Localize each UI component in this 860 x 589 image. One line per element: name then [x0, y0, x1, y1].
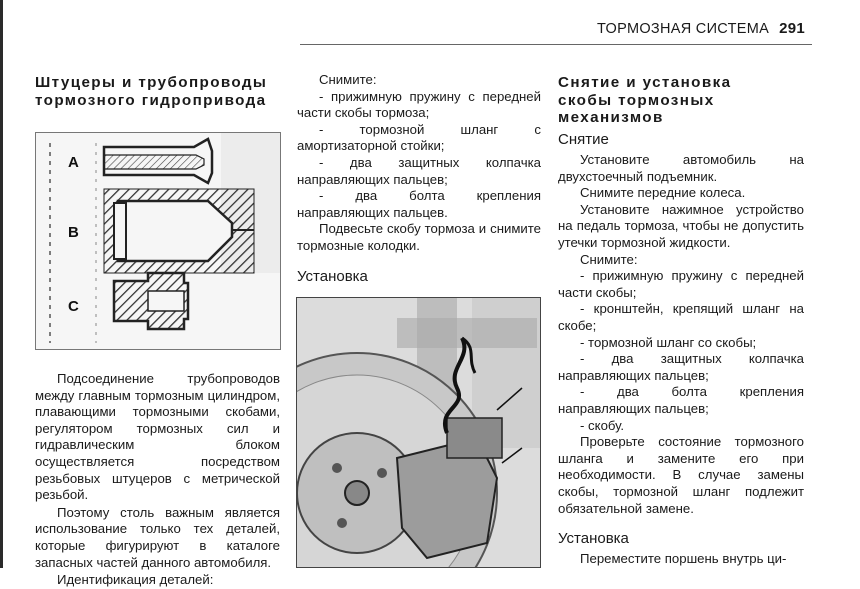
body-paragraph: Установите нажимное устройство на педаль тормоза, чтобы не допустить утечки тормозной жидкости.: [558, 201, 804, 251]
body-paragraph: Снимите передние колеса.: [580, 185, 746, 201]
list-item: - два болта крепления направляющих пальцев.: [297, 188, 541, 220]
column-left-heading: [35, 74, 281, 109]
list-item: - два защитных колпачка направляющих пальцев;: [297, 154, 541, 187]
subheading-installation: Установка: [297, 267, 368, 285]
list-item: - прижимную пружину с передней части скобы;: [558, 268, 804, 300]
body-paragraph: Снимите:: [580, 251, 638, 267]
list-item: - тормозной шланг с амортизаторной стойки;: [297, 121, 541, 154]
page-number: 291: [779, 20, 805, 37]
section-heading-line: скобы тормозных: [558, 91, 715, 109]
label-b: B: [68, 224, 79, 241]
brake-caliper-photo: [296, 297, 541, 568]
list-item: - тормозной шланг со скобы;: [580, 334, 757, 350]
label-a: A: [68, 154, 79, 171]
list-item: - скобу.: [580, 417, 625, 433]
body-paragraph: Переместите поршень внутрь ци-: [580, 550, 787, 566]
body-paragraph: Подвесьте скобу тормоза и снимите тормозные колодки.: [297, 221, 541, 253]
label-c: C: [68, 298, 79, 315]
page-left-edge: [0, 0, 3, 568]
section-title: ТОРМОЗНАЯ СИСТЕМА: [597, 21, 770, 37]
caliper-photo-drawing: [297, 298, 541, 568]
fitting-a: [104, 139, 212, 183]
body-paragraph: Поэтому столь важным является использование только тех деталей, которые фигурируют в каталоге запасных частей данного автомобиля.: [35, 504, 280, 570]
body-paragraph: Идентификация деталей:: [57, 572, 214, 588]
list-item: - кронштейн, крепящий шланг на скобе;: [558, 301, 804, 334]
body-paragraph: Проверьте состояние тормозного шланга и замените его при необходимости. В случае замены скобы, тормозной шланг подлежит обязательной замене.: [558, 434, 804, 516]
section-heading-line: механизмов: [558, 109, 664, 126]
subheading-installation: Установка: [558, 530, 629, 548]
fitting-b: [104, 189, 254, 273]
section-heading-line: Снятие и установка: [558, 74, 732, 91]
fittings-figure: [35, 132, 281, 350]
list-item: - два защитных колпачка направляющих пальцев;: [558, 351, 804, 383]
list-item: - два болта крепления направляющих пальцев;: [558, 384, 804, 416]
subheading-removal: Снятие: [558, 130, 609, 148]
running-header: [560, 20, 805, 37]
section-heading-line: Штуцеры и трубопроводы: [35, 74, 268, 91]
column-right: [558, 74, 804, 567]
fittings-drawing: [36, 133, 281, 350]
column-middle: [297, 72, 541, 285]
list-item: - прижимную пружину с передней части скобы тормоза;: [297, 88, 541, 121]
header-rule: [300, 44, 812, 45]
body-paragraph: Снимите:: [319, 72, 377, 87]
column-left-body: [35, 371, 280, 589]
section-heading-line: тормозного гидропривода: [35, 91, 267, 109]
body-paragraph: Подсоединение трубопроводов между главным тормозным цилиндром, плавающими тормозными скобами, регулятором тормозных сил и гидравлическим блоком осуществляется посредством резьбовых штуцеров с метрической резьбой.: [35, 371, 280, 503]
body-paragraph: Установите автомобиль на двухстоечный подъемник.: [558, 152, 804, 184]
fitting-c: [114, 273, 188, 329]
